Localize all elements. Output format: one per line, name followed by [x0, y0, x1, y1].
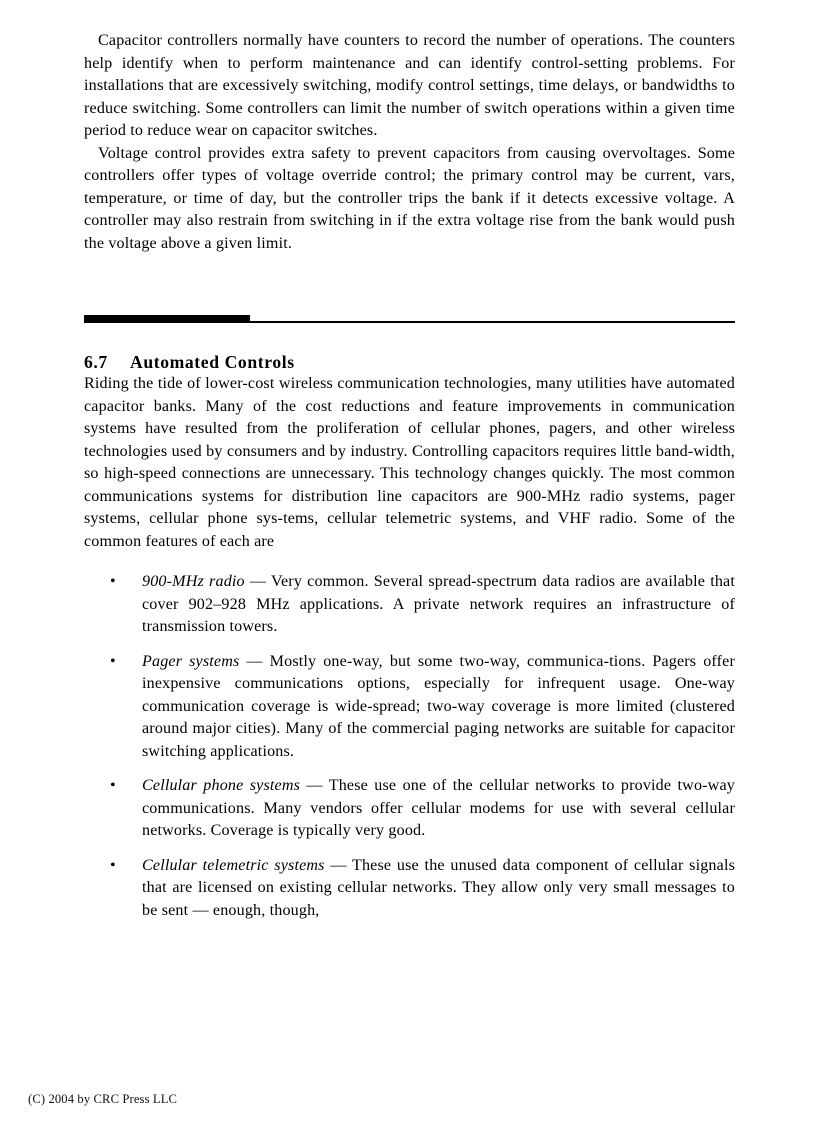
bullet-point-icon: • — [110, 573, 116, 590]
section-number: 6.7 — [84, 352, 108, 372]
list-item-lead: Cellular telemetric systems — [142, 856, 325, 874]
page-footer-copyright: (C) 2004 by CRC Press LLC — [28, 1092, 178, 1106]
list-item — [84, 571, 735, 639]
page-content — [84, 30, 735, 934]
section-rule-thick-bar — [84, 315, 250, 323]
paragraph-capacitor-controllers: Capacitor controllers normally have counters to record the number of operations. The counters help identify when to perform maintenance and can identify control-setting problems. For installations that are excessively switching, modify control settings, time delays, or bandwidths to reduce switching. Some controllers can limit the number of switch operations within a given time period to reduce wear on capacitor switches. — [84, 32, 735, 139]
list-item-text: — These use the unused data component of cellular signals that are licensed on existing cellular networks. They allow only very small messages to be sent — enough, though, — [142, 856, 736, 919]
list-item — [84, 775, 735, 843]
list-item-lead: 900-MHz radio — [142, 573, 245, 590]
list-item-lead: Pager systems — [142, 652, 240, 670]
section-divider-rule — [84, 315, 735, 324]
list-item-text: — Very common. Several spread-spectrum data radios are available that cover 902–928 MHz applications. A private network requires an infrastructure of transmission towers. — [142, 573, 735, 635]
bullet-point-icon: • — [110, 856, 116, 874]
section-heading — [84, 324, 735, 373]
list-item-text: — Mostly one-way, but some two-way, communica-tions. Pagers offer inexpensive communications options, especially for infrequent usage. One-way communication coverage is wide-spread; two-way coverage is more limited (clustered around major cities). Many of the commercial paging networks are suitable for capacitor switching applications. — [142, 652, 735, 760]
list-item — [84, 855, 735, 923]
bullet-point-icon: • — [110, 652, 116, 670]
section-title: Automated Controls — [130, 352, 295, 372]
paragraph-section-intro: Riding the tide of lower-cost wireless communication technologies, many utilities have automated capacitor banks. Many of the cost reductions and feature improvements in communication systems have resulted from the proliferation of cellular phones, pagers, and other wireless technologies used by consumers and by industry. Controlling capacitors requires little band-width, so high-speed connections are unnecessary. This technology changes quickly. The most common communications systems for distribution line capacitors are 900-MHz radio systems, pager systems, cellular phone sys-tems, cellular telemetric systems, and VHF radio. Some of the common features of each are — [84, 375, 735, 550]
list-item-lead: Cellular phone systems — [142, 777, 301, 794]
list-item — [84, 651, 735, 764]
features-bullet-list — [84, 571, 735, 922]
list-item-text: — These use one of the cellular networks to provide two-way communications. Many vendors offer cellular modems for use with several cellular networks. Coverage is typically very good. — [142, 777, 735, 839]
bullet-point-icon: • — [110, 777, 116, 794]
paragraph-voltage-control: Voltage control provides extra safety to prevent capacitors from causing overvoltages. Some controllers offer types of voltage override control; the primary control may be current, vars, temperature, or time of day, but the controller trips the bank if it detects excessive voltage. A controller may also restrain from switching in if the extra voltage rise from the bank would push the voltage above a given limit. — [84, 144, 735, 252]
